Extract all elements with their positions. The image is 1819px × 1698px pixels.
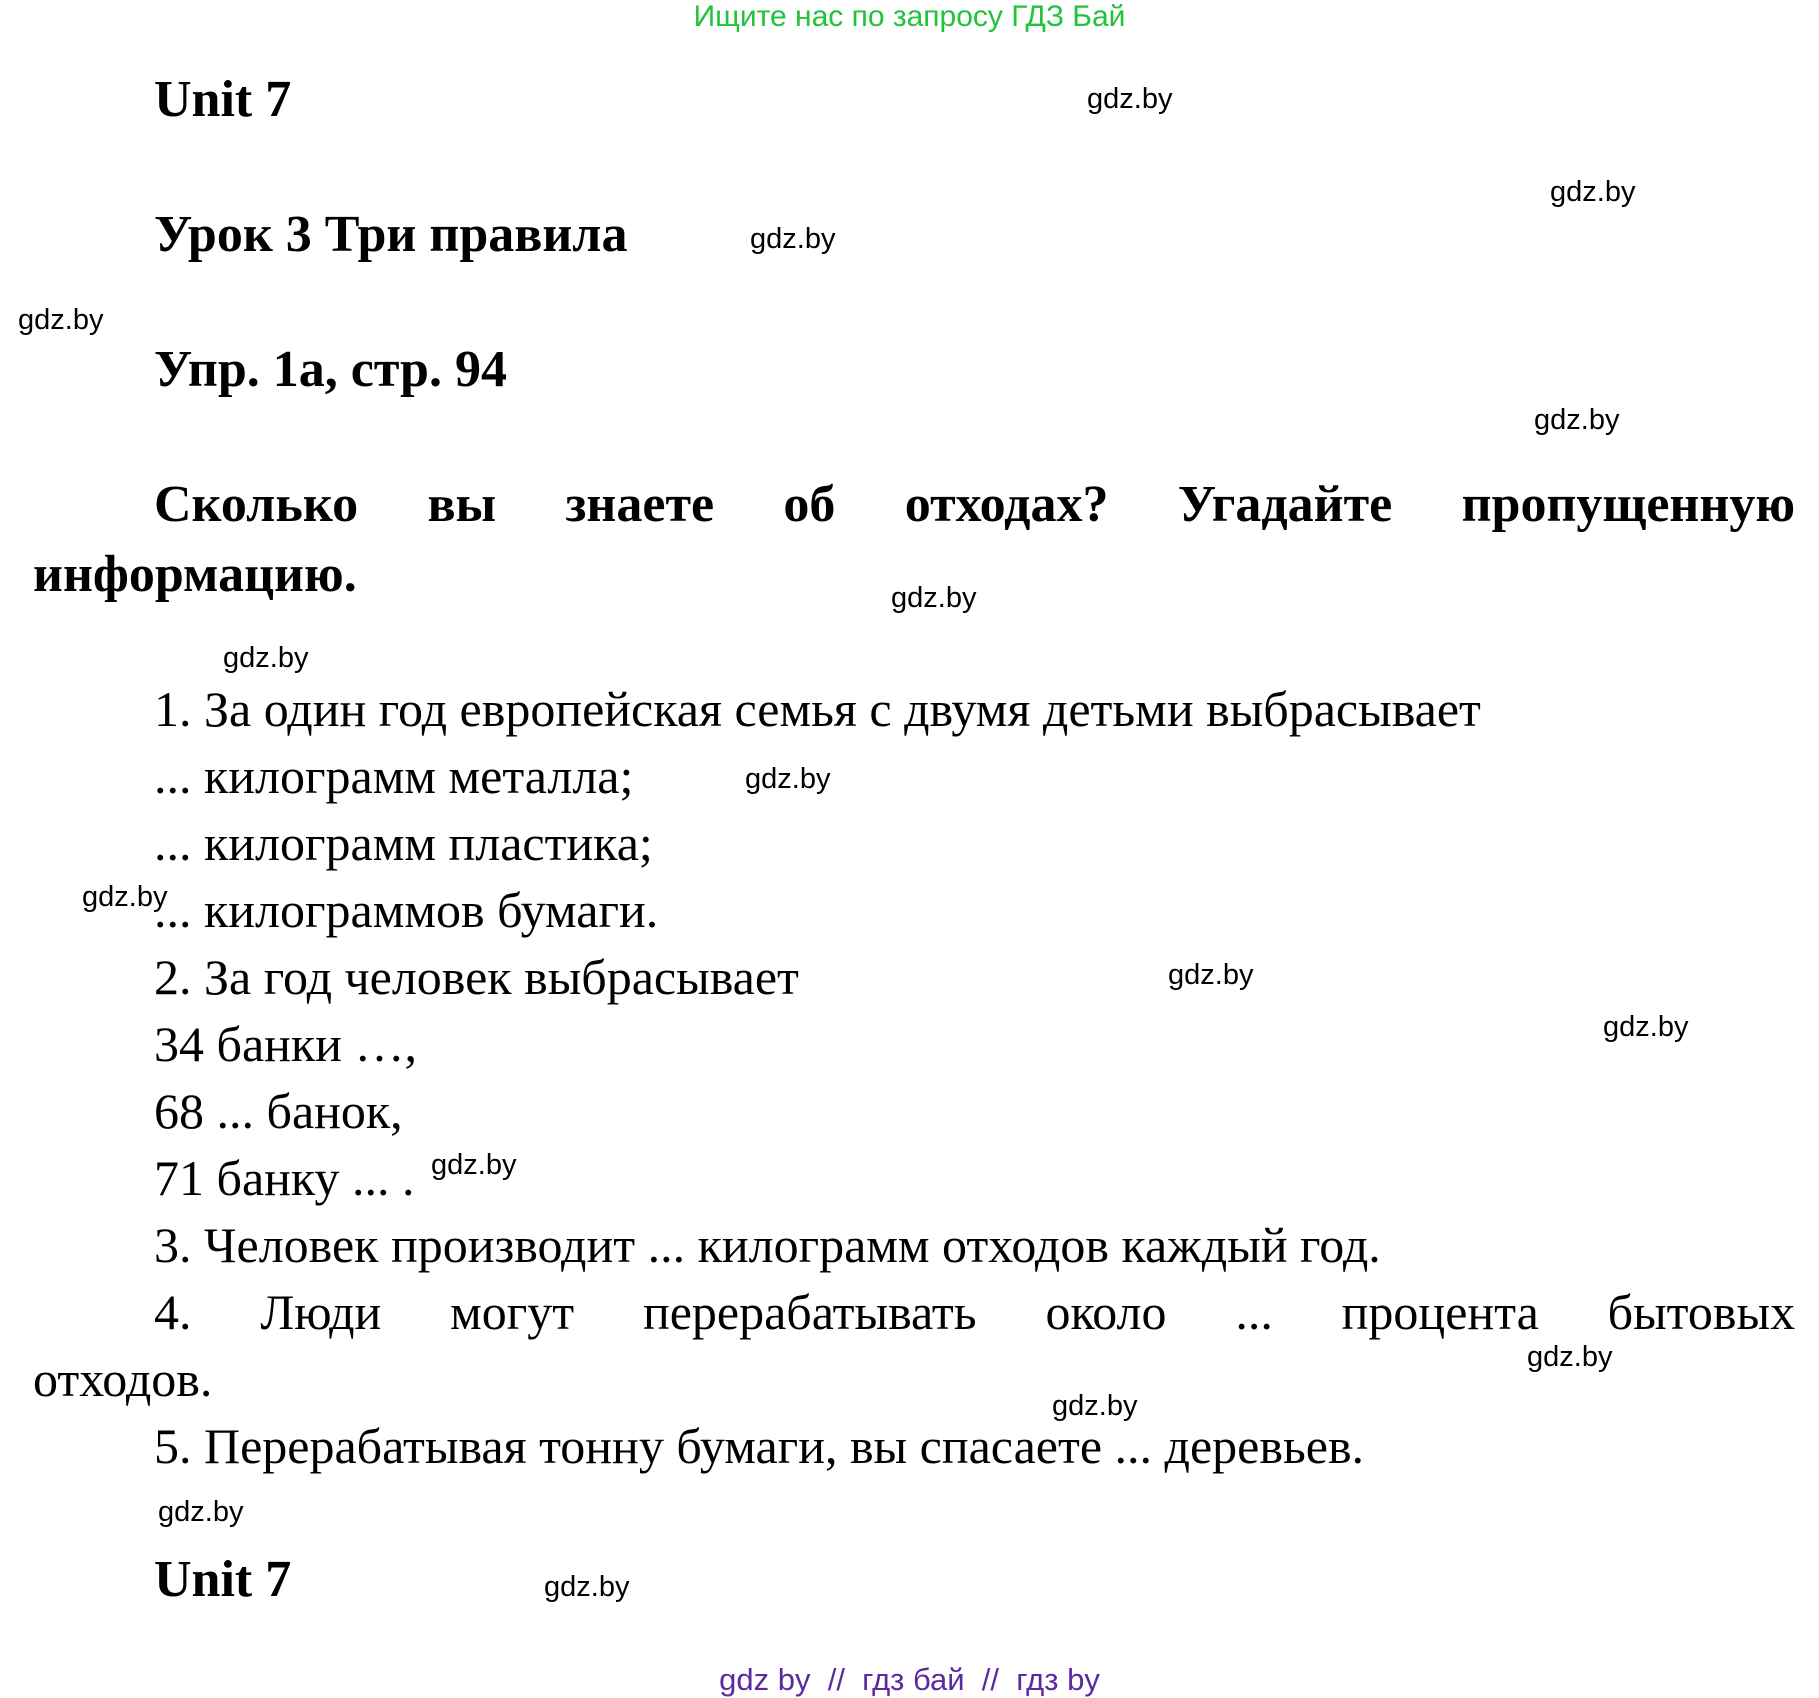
watermark: gdz.by [1052,1390,1138,1422]
task-word: знаете [565,476,715,533]
exercise-title: Упр. 1а, стр. 94 [154,341,507,398]
watermark: gdz.by [1087,83,1173,115]
watermark: gdz.by [891,582,977,614]
item-4-word: могут [450,1284,575,1340]
watermark: gdz.by [1603,1011,1689,1043]
item-3: 3. Человек производит ... килограмм отходов каждый год. [154,1217,1381,1273]
watermark: gdz.by [82,881,168,913]
item-5: 5. Перерабатывая тонну бумаги, вы спасаете ... деревьев. [154,1418,1365,1474]
item-4-word: около [1045,1284,1167,1340]
task-word: вы [427,476,497,533]
item-4-line-1 [154,1283,1795,1341]
watermark: gdz.by [544,1571,630,1603]
item-2-intro: 2. За год человек выбрасывает [154,949,799,1005]
task-word: об [783,476,836,533]
watermark: gdz.by [1550,176,1636,208]
item-4-word: ... [1235,1284,1273,1340]
watermark: gdz.by [750,223,836,255]
task-word: Сколько [154,476,359,533]
item-2-b: 68 ... банок, [154,1083,403,1139]
watermark: gdz.by [1527,1341,1613,1373]
item-1-paper: ... килограммов бумаги. [154,882,659,938]
task-line-2: информацию. [33,546,357,603]
item-4-word: перерабатывать [642,1284,977,1340]
lesson-title: Урок 3 Три правила [154,206,628,263]
item-1-metal: ... килограмм металла; [154,748,634,804]
unit-title: Unit 7 [154,71,292,128]
item-4-word: процента [1341,1284,1539,1340]
watermark: gdz.by [1534,404,1620,436]
watermark: gdz.by [745,763,831,795]
unit-footer-title: Unit 7 [154,1551,292,1608]
footer-links: gdz by // гдз бай // гдз by [719,1662,1100,1697]
top-banner: Ищите нас по запросу ГДЗ Бай [693,0,1126,33]
item-4-word: 4. [154,1284,192,1340]
item-2-a: 34 банки …, [154,1016,417,1072]
item-4-line-2: отходов. [33,1351,213,1407]
item-1-plastic: ... килограмм пластика; [154,815,653,871]
task-word: отходах? [904,476,1109,533]
item-1-intro: 1. За один год европейская семья с двумя детьми выбрасывает [154,681,1481,737]
watermark: gdz.by [431,1149,517,1181]
watermark: gdz.by [223,642,309,674]
item-4-word: Люди [260,1284,382,1340]
task-word: пропущенную [1461,476,1796,533]
task-line-1 [154,475,1795,535]
task-word: Угадайте [1177,476,1393,533]
item-4-word: бытовых [1607,1284,1796,1340]
watermark: gdz.by [158,1496,244,1528]
watermark: gdz.by [1168,959,1254,991]
watermark: gdz.by [18,304,104,336]
item-2-c: 71 банку ... . [154,1150,415,1206]
